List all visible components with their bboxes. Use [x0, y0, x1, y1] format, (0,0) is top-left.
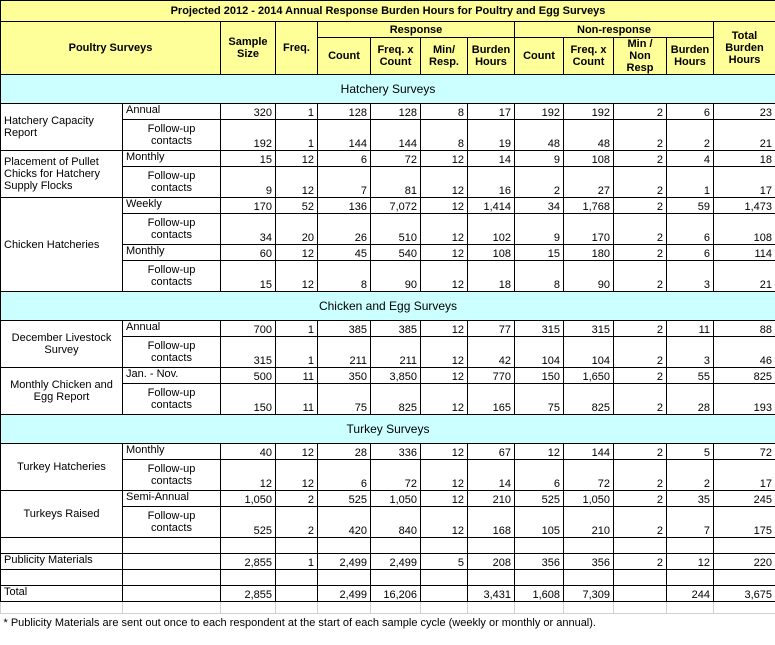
cell-count: 128	[318, 104, 371, 120]
label-pullet: Placement of Pullet Chicks for Hatchery Supply Flocks	[1, 151, 123, 198]
cell-freq-x-count: 81	[371, 167, 421, 198]
cell-nr-burden: 244	[667, 586, 714, 602]
header-freq: Freq.	[276, 22, 318, 75]
table-row	[1, 198, 775, 214]
follow-up-label: Follow-up contacts	[123, 214, 221, 245]
cell-nr-burden: 6	[667, 214, 714, 245]
cell-nr-freq-x-count: 72	[564, 460, 614, 491]
table-title: Projected 2012 - 2014 Annual Response Burden Hours for Poultry and Egg Surveys	[1, 1, 775, 22]
cell-nr-count: 1,608	[515, 586, 564, 602]
cell-nr-freq-x-count: 210	[564, 507, 614, 538]
cell-min-resp: 12	[421, 384, 468, 415]
cell-burden-hours: 14	[468, 460, 515, 491]
cell-freq: 12	[276, 167, 318, 198]
cell-min-resp: 12	[421, 245, 468, 261]
cell-sample-size: 60	[221, 245, 276, 261]
cell-sample-size: 500	[221, 368, 276, 384]
cell-count: 420	[318, 507, 371, 538]
cell-total-burden: 193	[714, 384, 775, 415]
cell-nr-min: 2	[614, 384, 667, 415]
cell-sample-size: 192	[221, 120, 276, 151]
cell-nr-burden: 35	[667, 491, 714, 507]
cell-freq-x-count: 72	[371, 151, 421, 167]
cell-sample-size: 525	[221, 507, 276, 538]
cell-count: 2,499	[318, 586, 371, 602]
cell-nr-burden: 3	[667, 337, 714, 368]
cell-nr-count: 104	[515, 337, 564, 368]
header-poultry-surveys: Poultry Surveys	[1, 22, 221, 75]
cell-nr-count: 356	[515, 554, 564, 570]
cell-count: 28	[318, 444, 371, 460]
header-nonresponse: Non-response	[515, 22, 714, 38]
cell-nr-min: 2	[614, 321, 667, 337]
header-nr-freq-x-count: Freq. x Count	[564, 38, 614, 75]
cell-nr-burden: 7	[667, 507, 714, 538]
cell-min-resp: 12	[421, 444, 468, 460]
follow-up-label: Follow-up contacts	[123, 507, 221, 538]
cell-burden-hours: 18	[468, 261, 515, 292]
cell-nr-min: 2	[614, 167, 667, 198]
cell-total-burden: 1,473	[714, 198, 775, 214]
cell-nr-min: 2	[614, 491, 667, 507]
table-row	[1, 586, 775, 602]
header-nr-min: Min / Non Resp	[614, 38, 667, 75]
follow-up-label: Follow-up contacts	[123, 337, 221, 368]
cell-nr-count: 192	[515, 104, 564, 120]
table-row	[1, 321, 775, 337]
period-label: Monthly	[123, 444, 221, 460]
period-label: Semi-Annual	[123, 491, 221, 507]
cell-nr-burden: 4	[667, 151, 714, 167]
cell-min-resp: 12	[421, 261, 468, 292]
cell-total-burden: 72	[714, 444, 775, 460]
cell-min-resp: 12	[421, 214, 468, 245]
cell-burden-hours: 3,431	[468, 586, 515, 602]
cell-total-burden: 108	[714, 214, 775, 245]
cell-nr-count: 8	[515, 261, 564, 292]
cell-min-resp: 12	[421, 151, 468, 167]
cell-burden-hours: 165	[468, 384, 515, 415]
cell-freq-x-count: 16,206	[371, 586, 421, 602]
cell-sample-size: 2,855	[221, 554, 276, 570]
cell-sample-size: 12	[221, 460, 276, 491]
cell-count: 6	[318, 460, 371, 491]
cell-freq-x-count: 336	[371, 444, 421, 460]
cell-nr-freq-x-count: 48	[564, 120, 614, 151]
cell-total-burden: 825	[714, 368, 775, 384]
cell-burden-hours: 108	[468, 245, 515, 261]
cell-sample-size: 15	[221, 261, 276, 292]
cell-min-resp: 12	[421, 167, 468, 198]
header-freq-x-count: Freq. x Count	[371, 38, 421, 75]
cell-sample-size: 40	[221, 444, 276, 460]
cell-nr-freq-x-count: 1,768	[564, 198, 614, 214]
cell-nr-count: 525	[515, 491, 564, 507]
header-nr-count: Count	[515, 38, 564, 75]
cell-nr-min: 2	[614, 104, 667, 120]
cell-sample-size: 34	[221, 214, 276, 245]
cell-nr-freq-x-count: 7,309	[564, 586, 614, 602]
cell-burden-hours: 19	[468, 120, 515, 151]
cell-total-burden: 21	[714, 120, 775, 151]
header-total-burden: Total Burden Hours	[714, 22, 775, 75]
cell-burden-hours: 77	[468, 321, 515, 337]
period-label: Annual	[123, 321, 221, 337]
follow-up-label: Follow-up contacts	[123, 384, 221, 415]
cell-count: 211	[318, 337, 371, 368]
cell-min-resp: 12	[421, 368, 468, 384]
cell-sample-size: 700	[221, 321, 276, 337]
table-row	[1, 444, 775, 460]
cell-nr-burden: 12	[667, 554, 714, 570]
section-turkey: Turkey Surveys	[1, 415, 775, 444]
period-label: Annual	[123, 104, 221, 120]
header-response: Response	[318, 22, 515, 38]
period-label: Weekly	[123, 198, 221, 214]
cell-sample-size: 1,050	[221, 491, 276, 507]
cell-freq: 1	[276, 554, 318, 570]
cell-freq-x-count: 211	[371, 337, 421, 368]
cell-freq: 1	[276, 321, 318, 337]
cell-freq-x-count: 144	[371, 120, 421, 151]
cell-freq-x-count: 72	[371, 460, 421, 491]
label-publicity: Publicity Materials	[1, 554, 123, 570]
header-burden-hours: Burden Hours	[468, 38, 515, 75]
cell-nr-freq-x-count: 170	[564, 214, 614, 245]
label-december-livestock: December Livestock Survey	[1, 321, 123, 368]
follow-up-label: Follow-up contacts	[123, 167, 221, 198]
cell-nr-burden: 11	[667, 321, 714, 337]
cell-sample-size: 2,855	[221, 586, 276, 602]
cell-burden-hours: 67	[468, 444, 515, 460]
cell-burden-hours: 16	[468, 167, 515, 198]
cell-nr-burden: 59	[667, 198, 714, 214]
cell-nr-freq-x-count: 192	[564, 104, 614, 120]
cell-burden-hours: 14	[468, 151, 515, 167]
cell-total-burden: 88	[714, 321, 775, 337]
cell-nr-burden: 2	[667, 460, 714, 491]
cell-nr-min: 2	[614, 460, 667, 491]
cell-nr-burden: 1	[667, 167, 714, 198]
section-hatchery: Hatchery Surveys	[1, 75, 775, 104]
cell-freq-x-count: 128	[371, 104, 421, 120]
cell-freq: 20	[276, 214, 318, 245]
cell-burden-hours: 102	[468, 214, 515, 245]
period-label: Jan. - Nov.	[123, 368, 221, 384]
cell-burden-hours: 210	[468, 491, 515, 507]
cell-burden-hours: 42	[468, 337, 515, 368]
cell-burden-hours: 770	[468, 368, 515, 384]
cell-burden-hours: 17	[468, 104, 515, 120]
cell-nr-freq-x-count: 825	[564, 384, 614, 415]
cell-nr-count: 34	[515, 198, 564, 214]
cell-count: 136	[318, 198, 371, 214]
cell-nr-burden: 28	[667, 384, 714, 415]
cell-min-resp: 12	[421, 337, 468, 368]
blank-row	[1, 538, 775, 554]
cell-count: 6	[318, 151, 371, 167]
cell-nr-burden: 2	[667, 120, 714, 151]
cell-total-burden: 175	[714, 507, 775, 538]
cell-nr-burden: 55	[667, 368, 714, 384]
cell-freq: 12	[276, 245, 318, 261]
header-count: Count	[318, 38, 371, 75]
cell-min-resp: 12	[421, 321, 468, 337]
cell-nr-count: 9	[515, 214, 564, 245]
cell-min-resp: 8	[421, 120, 468, 151]
cell-freq: 2	[276, 491, 318, 507]
cell-total-burden: 3,675	[714, 586, 775, 602]
cell-total-burden: 220	[714, 554, 775, 570]
cell-sample-size: 150	[221, 384, 276, 415]
cell-burden-hours: 168	[468, 507, 515, 538]
cell-total-burden: 17	[714, 167, 775, 198]
cell-nr-min: 2	[614, 507, 667, 538]
cell-nr-count: 15	[515, 245, 564, 261]
cell-sample-size: 320	[221, 104, 276, 120]
cell-freq-x-count: 2,499	[371, 554, 421, 570]
cell-nr-count: 9	[515, 151, 564, 167]
cell-total-burden: 245	[714, 491, 775, 507]
cell-nr-min: 2	[614, 368, 667, 384]
cell-freq: 12	[276, 261, 318, 292]
cell-nr-freq-x-count: 356	[564, 554, 614, 570]
cell-total-burden: 21	[714, 261, 775, 292]
cell-freq-x-count: 840	[371, 507, 421, 538]
cell-freq-x-count: 1,050	[371, 491, 421, 507]
label-total: Total	[1, 586, 123, 602]
cell-burden-hours: 1,414	[468, 198, 515, 214]
cell-nr-freq-x-count: 108	[564, 151, 614, 167]
cell-nr-min	[614, 586, 667, 602]
header-sample-size: Sample Size	[221, 22, 276, 75]
cell-freq-x-count: 385	[371, 321, 421, 337]
follow-up-label: Follow-up contacts	[123, 261, 221, 292]
cell-nr-min: 2	[614, 337, 667, 368]
footnote: * Publicity Materials are sent out once to each respondent at the start of each sample cycle (weekly or monthly or annual).	[3, 616, 596, 629]
cell-nr-min: 2	[614, 245, 667, 261]
cell-freq: 11	[276, 368, 318, 384]
cell-freq: 1	[276, 104, 318, 120]
cell-freq: 11	[276, 384, 318, 415]
cell-count: 7	[318, 167, 371, 198]
cell-freq-x-count: 540	[371, 245, 421, 261]
cell-nr-count: 315	[515, 321, 564, 337]
cell-nr-count: 12	[515, 444, 564, 460]
label-hatchery-capacity: Hatchery Capacity Report	[1, 104, 123, 151]
section-chicken-egg: Chicken and Egg Surveys	[1, 292, 775, 321]
cell-nr-burden: 6	[667, 104, 714, 120]
cell-freq: 1	[276, 337, 318, 368]
cell-nr-min: 2	[614, 214, 667, 245]
label-turkeys-raised: Turkeys Raised	[1, 491, 123, 538]
cell-total-burden: 18	[714, 151, 775, 167]
cell-nr-min: 2	[614, 261, 667, 292]
cell-total-burden: 46	[714, 337, 775, 368]
cell-nr-min: 2	[614, 554, 667, 570]
cell-nr-count: 6	[515, 460, 564, 491]
cell-nr-freq-x-count: 27	[564, 167, 614, 198]
cell-freq-x-count: 510	[371, 214, 421, 245]
cell-nr-freq-x-count: 90	[564, 261, 614, 292]
cell-nr-burden: 5	[667, 444, 714, 460]
header-nr-burden: Burden Hours	[667, 38, 714, 75]
cell-freq: 12	[276, 151, 318, 167]
label-chicken-hatcheries: Chicken Hatcheries	[1, 198, 123, 292]
cell-nr-count: 2	[515, 167, 564, 198]
header-min-resp: Min/ Resp.	[421, 38, 468, 75]
cell-freq: 12	[276, 460, 318, 491]
label-monthly-chicken-egg: Monthly Chicken and Egg Report	[1, 368, 123, 415]
cell-sample-size: 15	[221, 151, 276, 167]
cell-nr-count: 105	[515, 507, 564, 538]
cell-min-resp: 12	[421, 507, 468, 538]
cell-nr-count: 150	[515, 368, 564, 384]
cell-freq-x-count: 90	[371, 261, 421, 292]
cell-freq: 1	[276, 120, 318, 151]
cell-freq-x-count: 3,850	[371, 368, 421, 384]
cell-sample-size: 170	[221, 198, 276, 214]
cell-freq-x-count: 7,072	[371, 198, 421, 214]
cell-count: 144	[318, 120, 371, 151]
cell-nr-freq-x-count: 1,650	[564, 368, 614, 384]
cell-min-resp: 5	[421, 554, 468, 570]
cell-count: 2,499	[318, 554, 371, 570]
cell-min-resp: 12	[421, 460, 468, 491]
cell-freq: 52	[276, 198, 318, 214]
cell-sample-size: 315	[221, 337, 276, 368]
cell-nr-min: 2	[614, 198, 667, 214]
cell-count: 45	[318, 245, 371, 261]
cell-min-resp: 12	[421, 491, 468, 507]
cell-freq: 2	[276, 507, 318, 538]
cell-nr-count: 48	[515, 120, 564, 151]
follow-up-label: Follow-up contacts	[123, 120, 221, 151]
table-row	[1, 491, 775, 507]
cell-count: 525	[318, 491, 371, 507]
cell-freq-x-count: 825	[371, 384, 421, 415]
table-row	[1, 151, 775, 167]
cell-count: 385	[318, 321, 371, 337]
cell-burden-hours: 208	[468, 554, 515, 570]
table-row	[1, 368, 775, 384]
cell-freq	[276, 586, 318, 602]
period-label: Monthly	[123, 151, 221, 167]
cell-nr-freq-x-count: 180	[564, 245, 614, 261]
table-row	[1, 104, 775, 120]
cell-count: 8	[318, 261, 371, 292]
cell-nr-min: 2	[614, 444, 667, 460]
label-turkey-hatcheries: Turkey Hatcheries	[1, 444, 123, 491]
cell-total-burden: 23	[714, 104, 775, 120]
cell-total-burden: 17	[714, 460, 775, 491]
cell-nr-count: 75	[515, 384, 564, 415]
cell-count: 350	[318, 368, 371, 384]
cell-min-resp	[421, 586, 468, 602]
follow-up-label: Follow-up contacts	[123, 460, 221, 491]
cell-nr-freq-x-count: 315	[564, 321, 614, 337]
cell-nr-min: 2	[614, 151, 667, 167]
cell-nr-freq-x-count: 104	[564, 337, 614, 368]
cell-min-resp: 8	[421, 104, 468, 120]
cell-min-resp: 12	[421, 198, 468, 214]
cell-sample-size: 9	[221, 167, 276, 198]
cell-count: 75	[318, 384, 371, 415]
cell-nr-burden: 3	[667, 261, 714, 292]
cell-freq: 12	[276, 444, 318, 460]
cell-nr-freq-x-count: 144	[564, 444, 614, 460]
period-label: Monthly	[123, 245, 221, 261]
blank-row	[1, 570, 775, 586]
table-row	[1, 554, 775, 570]
cell-count: 26	[318, 214, 371, 245]
cell-nr-min: 2	[614, 120, 667, 151]
cell-nr-burden: 6	[667, 245, 714, 261]
cell-total-burden: 114	[714, 245, 775, 261]
cell-nr-freq-x-count: 1,050	[564, 491, 614, 507]
